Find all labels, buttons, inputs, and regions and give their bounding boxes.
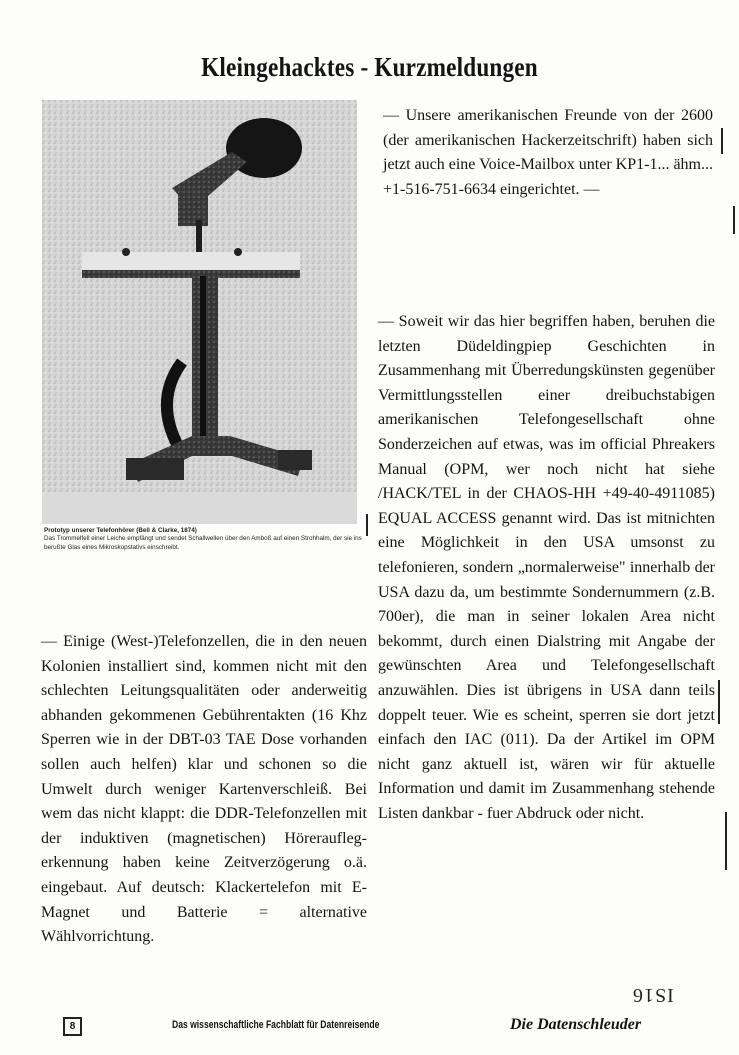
margin-mark bbox=[718, 680, 720, 724]
article-telefonzellen-text: — Einige (West-)Telefonzellen, die in den neuen Kolonien installiert sind, kommen nicht mit den schlechten Leitungsqualitäten oder anderweitig abhanden gekommenen Gebührentakten (16 Khz Sperren wie in der DBT-03 TAE Dose vorhanden sollen auch helfen) klar und schonen so die Umwelt durch weniger Kartenverschleiß. Bei wem das nicht klappt: die DDR-Telefonzellen mit der induktiven (magnetischen) Höreraufleg-erkennung haben keine Zeitverzögerung o.ä. eingebaut. Auf deutsch: Klackertelefon mit E-Magnet und Batterie = alternative Wählvorrichtung. bbox=[41, 633, 367, 946]
footer bbox=[0, 1012, 739, 1042]
margin-mark bbox=[366, 514, 368, 536]
margin-mark bbox=[725, 812, 727, 870]
telephone-prototype-illustration bbox=[42, 100, 357, 524]
article-equal-access bbox=[378, 310, 715, 826]
footer-tagline: Das wissenschaftliche Fachblatt für Datenreisende bbox=[172, 1019, 380, 1031]
article-telefonzellen bbox=[41, 630, 367, 950]
page-title: Kleingehacktes - Kurzmeldungen bbox=[201, 52, 538, 82]
article-equal-access-text: — Soweit wir das hier begriffen haben, beruhen die letzten Düdeldingpiep Geschichten in Zusammenhang mit Überredungskünsten gegenüber Vermittlungsstellen einer dreibuchstabigen amerikanischen Telefongesellschaft ohne Sonderzeichen auf etwas, was im official Phreakers Manual (OPM, wer noch nicht hat siehe /HACK/TEL in der CHAOS-HH +49-40-4911085) EQUAL ACCESS genannt wird. Das ist mitnichten eine Möglichkeit in den USA umsonst zu telefonieren, sondern „normalerweise" innerhalb der USA dazu da, um bestimmte Sondernummern (z.B. 700er), die man in seiner lokalen Area nicht bekommt, durch einen Dialstring mit Angabe der gewünschten Area und Telefongesellschaft anzuwählen. Dies ist übrigens in USA dann teils doppelt teuer. Wie es scheint, sperren sie dort jetzt einfach den IAC (011). Da der Artikel im OPM nicht ganz aktuell ist, wären wir für aktuelle Information und damit im Zusammenhang stehende Listen dankbar - fuer Abdruck oder nicht. bbox=[378, 313, 715, 822]
telephone-prototype-photo bbox=[42, 100, 357, 524]
figure-caption bbox=[44, 527, 362, 552]
article-voice-mailbox bbox=[383, 104, 713, 202]
figure-caption-text: Das Trommelfell einer Leiche empfängt und sendet Schallwellen über den Amboß auf einen Strohhalm, der sie ins berußte Glas eines Mikroskopstativs einschreibt. bbox=[44, 535, 362, 551]
article-voice-mailbox-text: — Unsere amerikanischen Freunde von der 2600 (der amerikanischen Hackerzeitschrift) haben sich jetzt auch eine Voice-Mailbox unter KP1-1... ähm... +1-516-751-6634 eingerichtet. — bbox=[383, 107, 713, 198]
page-id: IS16 bbox=[632, 984, 674, 1006]
figure-caption-title: Prototyp unserer Telefonhörer (Bell & Clarke, 1874) bbox=[44, 527, 197, 534]
footer-brand: Die Datenschleuder bbox=[510, 1016, 642, 1033]
page-number: 8 bbox=[63, 1017, 82, 1036]
margin-mark bbox=[733, 206, 735, 234]
margin-mark bbox=[721, 128, 723, 154]
